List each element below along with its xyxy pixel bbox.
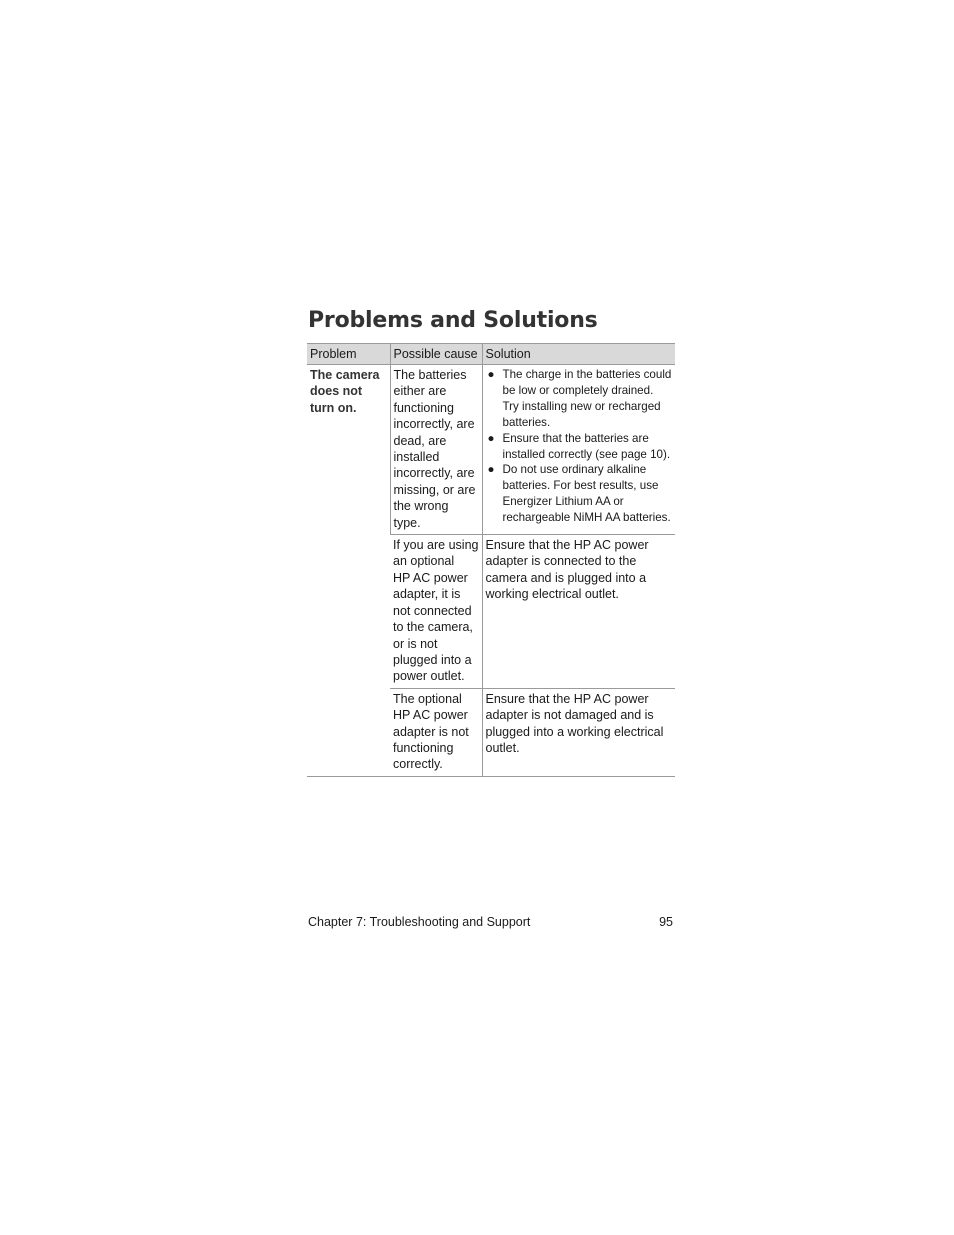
solution-cell: Ensure that the HP AC power adapter is connected to the camera and is plugged into a working electrical outlet. [482, 535, 675, 689]
cause-cell [390, 535, 482, 689]
list-item: ● Ensure that the batteries are installed correctly (see page 10). [487, 431, 671, 461]
cause-line: incorrectly, are [393, 417, 475, 432]
cause-line: functioning [393, 740, 454, 755]
bullet-icon: ● [487, 431, 495, 445]
cause-line: dead, are [393, 433, 447, 448]
cause-cell [390, 688, 482, 776]
column-header-solution: Solution [482, 344, 675, 365]
problems-solutions-table [307, 343, 675, 777]
cause-line: to the camera, [393, 620, 473, 635]
cause-line: either are [393, 384, 447, 399]
cause-line: correctly. [393, 757, 443, 772]
column-header-problem: Problem [307, 344, 390, 365]
cause-line: If you are using [393, 538, 479, 553]
cause-line: The batteries [393, 368, 467, 382]
solution-cell [482, 365, 675, 535]
table-row [307, 365, 675, 535]
cause-line: adapter, it is [393, 587, 461, 602]
problem-cell [307, 365, 390, 777]
footer-chapter-title: Chapter 7: Troubleshooting and Support [308, 915, 531, 929]
column-header-cause: Possible cause [390, 344, 482, 365]
footer-page-number: 95 [659, 915, 673, 929]
cause-line: HP AC power [393, 570, 468, 585]
list-item: ● The charge in the batteries could be low or completely drained. Try installing new or recharged batteries. [487, 368, 672, 429]
problem-line: The camera [310, 368, 380, 382]
list-item: ● Do not use ordinary alkaline batteries. For best results, use Energizer Lithium AA or rechargeable NiMH AA batteries. [487, 463, 671, 525]
bullet-icon: ● [487, 463, 495, 477]
cause-line: missing, or are [393, 482, 476, 497]
cause-line: adapter is not [393, 724, 469, 739]
bullet-icon: ● [487, 368, 495, 381]
cause-line: plugged into a [393, 652, 472, 667]
cause-line: incorrectly, are [393, 466, 475, 481]
table-header-row [307, 344, 675, 365]
cause-cell [390, 365, 482, 535]
cause-line: functioning [393, 400, 454, 415]
cause-line: or is not [393, 636, 438, 651]
solution-bullet-list [486, 367, 673, 526]
problem-line: turn on. [310, 400, 357, 415]
cause-line: HP AC power [393, 708, 468, 723]
cause-line: not connected [393, 603, 472, 618]
cause-line: the wrong type. [393, 499, 449, 530]
cause-line: power outlet. [393, 669, 465, 684]
problem-line: does not [310, 384, 363, 399]
cause-line: The optional [393, 691, 462, 706]
page-title: Problems and Solutions [308, 308, 598, 333]
solution-cell: Ensure that the HP AC power adapter is not damaged and is plugged into a working electrical outlet. [482, 688, 675, 776]
cause-line: installed [393, 450, 440, 465]
cause-line: an optional [393, 554, 455, 569]
